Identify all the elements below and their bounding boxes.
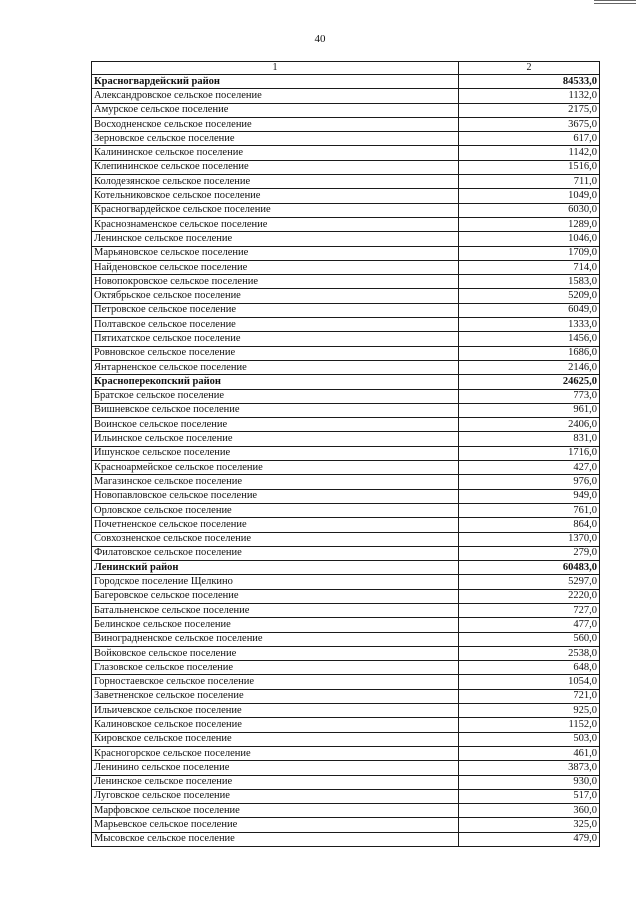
settlement-value: 1046,0 [459,232,600,246]
settlement-name: Заветненское сельское поселение [92,689,459,703]
settlement-value: 1132,0 [459,89,600,103]
district-name: Ленинский район [92,561,459,575]
settlement-name: Краснознаменское сельское поселение [92,217,459,231]
table-row [92,646,600,660]
table-row [92,518,600,532]
table-row [92,618,600,632]
table-row [92,746,600,760]
table-row [92,704,600,718]
settlement-value: 727,0 [459,603,600,617]
settlement-name: Почетненское сельское поселение [92,518,459,532]
district-name: Красногвардейский район [92,75,459,89]
settlement-name: Ленинино сельское поселение [92,761,459,775]
table-row [92,832,600,846]
table-row [92,589,600,603]
settlement-name: Филатовское сельское поселение [92,546,459,560]
settlement-name: Ильичевское сельское поселение [92,704,459,718]
settlement-value: 517,0 [459,789,600,803]
table-row [92,603,600,617]
table-row [92,389,600,403]
settlement-name: Ишунское сельское поселение [92,446,459,460]
table-row [92,432,600,446]
table-row [92,632,600,646]
settlement-value: 1716,0 [459,446,600,460]
settlement-name: Магазинское сельское поселение [92,475,459,489]
settlement-name: Совхозненское сельское поселение [92,532,459,546]
settlement-value: 2538,0 [459,646,600,660]
table-row [92,761,600,775]
district-name: Красноперекопский район [92,375,459,389]
settlement-value: 949,0 [459,489,600,503]
settlement-name: Мысовское сельское поселение [92,832,459,846]
table-row [92,89,600,103]
table-row [92,346,600,360]
table-row [92,546,600,560]
settlement-name: Новопавловское сельское поселение [92,489,459,503]
table-row [92,160,600,174]
settlement-name: Виноградненское сельское поселение [92,632,459,646]
column-number-2: 2 [459,62,600,75]
table-row [92,275,600,289]
table-row [92,532,600,546]
settlement-name: Багеровское сельское поселение [92,589,459,603]
settlement-value: 1456,0 [459,332,600,346]
table-row [92,332,600,346]
settlement-name: Восходненское сельское поселение [92,117,459,131]
settlement-name: Ильинское сельское поселение [92,432,459,446]
settlement-name: Глазовское сельское поселение [92,661,459,675]
table-row [92,775,600,789]
settlement-name: Найденовское сельское поселение [92,260,459,274]
settlement-value: 477,0 [459,618,600,632]
table-row [92,446,600,460]
settlement-value: 560,0 [459,632,600,646]
table-row [92,804,600,818]
settlement-name: Войковское сельское поселение [92,646,459,660]
settlement-name: Орловское сельское поселение [92,503,459,517]
settlement-name: Калиновское сельское поселение [92,718,459,732]
settlement-value: 617,0 [459,132,600,146]
table-row [92,103,600,117]
column-number-1: 1 [92,62,459,75]
settlement-name: Ровновское сельское поселение [92,346,459,360]
settlement-value: 1152,0 [459,718,600,732]
table-row [92,732,600,746]
settlement-value: 721,0 [459,689,600,703]
settlement-name: Братское сельское поселение [92,389,459,403]
settlement-value: 3675,0 [459,117,600,131]
table-row [92,689,600,703]
district-total-value: 24625,0 [459,375,600,389]
table-row [92,575,600,589]
settlement-value: 5297,0 [459,575,600,589]
settlement-value: 2220,0 [459,589,600,603]
settlement-value: 6030,0 [459,203,600,217]
settlement-value: 6049,0 [459,303,600,317]
table-row [92,189,600,203]
settlement-value: 831,0 [459,432,600,446]
table-row [92,246,600,260]
settlement-value: 2406,0 [459,418,600,432]
settlement-name: Калининское сельское поселение [92,146,459,160]
table-row [92,175,600,189]
settlement-name: Марьяновское сельское поселение [92,246,459,260]
settlement-value: 925,0 [459,704,600,718]
settlement-value: 714,0 [459,260,600,274]
table-row [92,303,600,317]
settlement-value: 1054,0 [459,675,600,689]
settlement-name: Марьевское сельское поселение [92,818,459,832]
settlement-name: Кировское сельское поселение [92,732,459,746]
table-row [92,217,600,231]
settlement-value: 648,0 [459,661,600,675]
settlement-name: Красноармейское сельское поселение [92,461,459,475]
settlement-name: Колодезянское сельское поселение [92,175,459,189]
settlement-name: Городское поселение Щелкино [92,575,459,589]
settlement-name: Новопокровское сельское поселение [92,275,459,289]
table-row [92,461,600,475]
settlement-value: 360,0 [459,804,600,818]
table-row [92,818,600,832]
table-row [92,318,600,332]
settlement-value: 2146,0 [459,360,600,374]
table-row [92,661,600,675]
table-row [92,403,600,417]
settlement-name: Марфовское сельское поселение [92,804,459,818]
settlement-name: Красногвардейское сельское поселение [92,203,459,217]
settlement-name: Янтарненское сельское поселение [92,360,459,374]
settlement-value: 325,0 [459,818,600,832]
settlement-value: 1516,0 [459,160,600,174]
table-header-row [92,62,600,75]
corner-mark [594,0,636,4]
settlement-name: Пятихатское сельское поселение [92,332,459,346]
settlement-name: Красногорское сельское поселение [92,746,459,760]
district-total-value: 60483,0 [459,561,600,575]
table-row [92,146,600,160]
settlement-name: Амурское сельское поселение [92,103,459,117]
settlement-name: Белинское сельское поселение [92,618,459,632]
table-row [92,360,600,374]
settlement-name: Горностаевское сельское поселение [92,675,459,689]
settlement-value: 761,0 [459,503,600,517]
settlement-value: 711,0 [459,175,600,189]
settlement-name: Зерновское сельское поселение [92,132,459,146]
settlement-name: Батальненское сельское поселение [92,603,459,617]
settlement-value: 773,0 [459,389,600,403]
table-row [92,289,600,303]
settlement-name: Полтавское сельское поселение [92,318,459,332]
settlement-name: Ленинское сельское поселение [92,775,459,789]
table-body [92,62,600,847]
settlement-value: 1709,0 [459,246,600,260]
table-row [92,132,600,146]
settlement-value: 5209,0 [459,289,600,303]
settlement-name: Ленинское сельское поселение [92,232,459,246]
settlement-value: 1142,0 [459,146,600,160]
table-row [92,203,600,217]
table-row [92,675,600,689]
settlement-value: 3873,0 [459,761,600,775]
settlement-value: 930,0 [459,775,600,789]
table-row [92,232,600,246]
settlement-value: 1333,0 [459,318,600,332]
settlement-value: 1686,0 [459,346,600,360]
settlement-value: 427,0 [459,461,600,475]
table-row [92,117,600,131]
table-row [92,503,600,517]
settlement-value: 864,0 [459,518,600,532]
settlement-value: 1049,0 [459,189,600,203]
table-row [92,475,600,489]
settlement-table [91,61,600,847]
settlement-name: Вишневское сельское поселение [92,403,459,417]
settlement-value: 1583,0 [459,275,600,289]
table-row [92,418,600,432]
page-number: 40 [314,33,326,45]
settlement-name: Октябрьское сельское поселение [92,289,459,303]
settlement-value: 479,0 [459,832,600,846]
settlement-name: Александровское сельское поселение [92,89,459,103]
table-row [92,489,600,503]
settlement-name: Луговское сельское поселение [92,789,459,803]
district-total-row [92,75,600,89]
settlement-value: 2175,0 [459,103,600,117]
settlement-name: Клепининское сельское поселение [92,160,459,174]
district-total-value: 84533,0 [459,75,600,89]
settlement-value: 976,0 [459,475,600,489]
settlement-name: Воинское сельское поселение [92,418,459,432]
table-row [92,789,600,803]
table-row [92,718,600,732]
settlement-value: 961,0 [459,403,600,417]
settlement-value: 1289,0 [459,217,600,231]
settlement-name: Котельниковское сельское поселение [92,189,459,203]
settlement-value: 279,0 [459,546,600,560]
settlement-name: Петровское сельское поселение [92,303,459,317]
district-total-row [92,375,600,389]
district-total-row [92,561,600,575]
settlement-value: 503,0 [459,732,600,746]
settlement-value: 1370,0 [459,532,600,546]
settlement-value: 461,0 [459,746,600,760]
table-row [92,260,600,274]
